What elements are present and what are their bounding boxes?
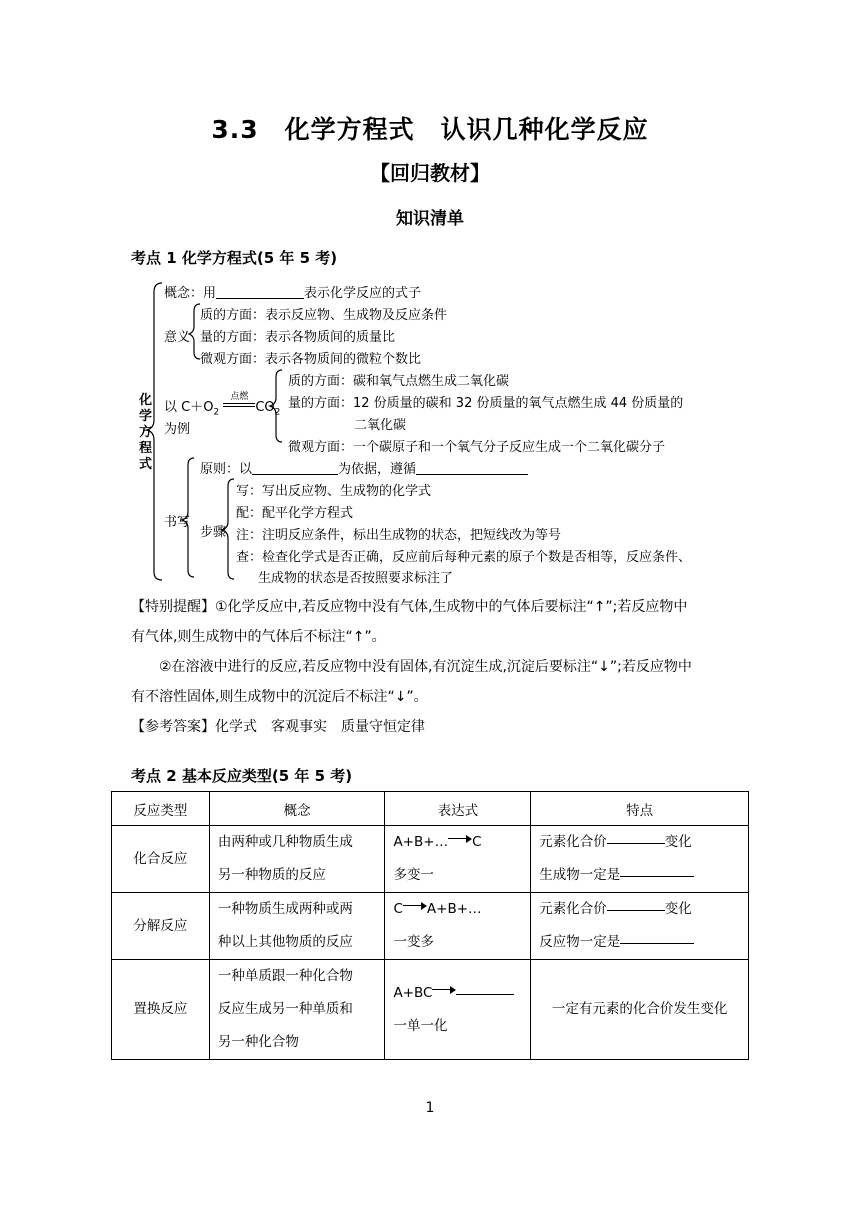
arrow-right-icon xyxy=(432,986,456,994)
step-item: 查：检查化学式是否正确，反应前后每种元素的原子个数是否相等，反应条件、 xyxy=(236,550,692,565)
expr-blank xyxy=(456,993,514,995)
concept-line: 由两种或几种物质生成 xyxy=(217,834,353,850)
page-title: 3.3 化学方程式 认识几种化学反应 xyxy=(211,115,649,144)
tip1-line-b: 有气体,则生成物中的气体后不标注“↑”。 xyxy=(131,629,386,645)
header-feature: 特点 xyxy=(531,792,749,826)
special-tip xyxy=(131,592,741,742)
meaning-brace xyxy=(189,304,200,359)
expression xyxy=(393,977,522,1010)
header-concept: 概念 xyxy=(209,792,385,826)
concept-pre: 概念：用 xyxy=(164,286,217,301)
expr-left: A+B+… xyxy=(393,834,449,850)
condition-label: 点燃 xyxy=(230,392,249,402)
table-header-row xyxy=(112,792,749,826)
equals-sign xyxy=(223,403,255,407)
tip2-line-a xyxy=(131,652,741,682)
meaning-item: 质的方面：表示反应物、生成物及反应条件 xyxy=(200,308,448,323)
cell-concept xyxy=(209,893,385,960)
subsection-heading: 知识清单 xyxy=(396,209,464,229)
concept-line: 另一种物质的反应 xyxy=(217,867,326,883)
meaning-item: 量的方面：表示各物质间的质量比 xyxy=(200,330,396,345)
meaning-label: 意义 xyxy=(164,330,191,345)
feature-post: 变化 xyxy=(664,834,692,850)
table-row xyxy=(112,826,749,893)
concept-line: 一种单质跟一种化合物 xyxy=(217,968,353,984)
feature-pre: 元素化合价 xyxy=(539,834,607,850)
cell-type: 化合反应 xyxy=(112,826,210,893)
table-row xyxy=(112,893,749,960)
header-expression: 表达式 xyxy=(385,792,531,826)
example-item: 量的方面：12 份质量的碳和 32 份质量的氧气点燃生成 44 份质量的 xyxy=(288,396,684,411)
feature-line xyxy=(539,826,740,859)
feature-line xyxy=(539,859,740,892)
feature-blank xyxy=(607,842,665,844)
writing-label: 书写 xyxy=(164,515,191,530)
feature-line xyxy=(539,893,740,926)
feature-blank xyxy=(620,942,694,944)
cell-feature: 一定有元素的化合价发生变化 xyxy=(531,960,749,1060)
reference-answer: 【参考答案】化学式 客观事实 质量守恒定律 xyxy=(131,719,425,735)
expr-left: C xyxy=(393,901,403,917)
cell-feature xyxy=(531,826,749,893)
diagram-root: 化学方程式 xyxy=(139,393,153,472)
example-product: CO xyxy=(255,400,275,415)
principle-mid: 为依据，遵循 xyxy=(338,462,417,477)
concept-post: 表示化学反应的式子 xyxy=(304,286,422,301)
principle-line xyxy=(200,458,528,477)
feature-blank xyxy=(607,909,665,911)
kp2-heading: 考点 2 基本反应类型(5 年 5 考) xyxy=(131,767,353,785)
concept-line: 反应生成另一种单质和 xyxy=(217,1001,353,1017)
example-post: 为例 xyxy=(164,422,191,437)
expr-left: A+BC xyxy=(393,984,433,1001)
cell-expression xyxy=(385,960,531,1060)
concept-line: 另一种化合物 xyxy=(217,1034,299,1050)
concept-line xyxy=(164,282,421,301)
feature-pre: 生成物一定是 xyxy=(539,867,621,883)
feature-line xyxy=(539,926,740,959)
example-item: 二氧化碳 xyxy=(354,418,407,433)
arrow-right-icon xyxy=(403,902,427,910)
reaction-types-table xyxy=(111,791,749,1060)
example-sub: 2 xyxy=(213,407,220,418)
concept-line: 一种物质生成两种或两 xyxy=(217,901,353,917)
step-item: 生成物的状态是否按照要求标注了 xyxy=(258,571,454,586)
arrow-right-icon xyxy=(448,835,472,843)
tip2-text-a: ②在溶液中进行的反应,若反应物中没有固体,有沉淀生成,沉淀后要标注“↓”;若反应物中 xyxy=(159,659,692,675)
cell-expression xyxy=(385,826,531,893)
tip1-line-a: 【特别提醒】①化学反应中,若反应物中没有气体,生成物中的气体后要标注“↑”;若反应物中 xyxy=(131,599,688,615)
concept-line: 种以上其他物质的反应 xyxy=(217,934,353,950)
expr-note: 一单一化 xyxy=(393,1017,448,1034)
feature-pre: 元素化合价 xyxy=(539,901,607,917)
cell-feature xyxy=(531,893,749,960)
meaning-item: 微观方面：表示各物质间的微粒个数比 xyxy=(200,352,422,367)
table-row xyxy=(112,960,749,1060)
cell-type: 分解反应 xyxy=(112,893,210,960)
example-pre: 以 C＋O xyxy=(164,400,214,415)
expr-right: A+B+… xyxy=(426,901,482,917)
principle-pre: 原则：以 xyxy=(200,462,253,477)
concept-blank xyxy=(216,284,304,299)
principle-blank-1 xyxy=(252,460,338,475)
example-product-sub: 2 xyxy=(274,407,281,418)
example-equation xyxy=(164,392,281,418)
page-number: 1 xyxy=(425,1100,435,1116)
example-item: 微观方面：一个碳原子和一个氧气分子反应生成一个二氧化碳分子 xyxy=(288,440,666,455)
expr-note: 一变多 xyxy=(393,934,434,950)
cell-concept xyxy=(209,960,385,1060)
tip2-line-b: 有不溶性固体,则生成物中的沉淀后不标注“↓”。 xyxy=(131,689,428,705)
cell-type: 置换反应 xyxy=(112,960,210,1060)
feature-pre: 反应物一定是 xyxy=(539,934,621,950)
reaction-condition xyxy=(223,392,255,407)
cell-expression xyxy=(385,893,531,960)
step-item: 配：配平化学方程式 xyxy=(236,506,354,521)
step-item: 注：注明反应条件，标出生成物的状态，把短线改为等号 xyxy=(236,528,562,543)
expression xyxy=(393,826,522,859)
feature-blank xyxy=(620,875,694,877)
cell-concept xyxy=(209,826,385,893)
expr-right: C xyxy=(472,834,482,850)
steps-label: 步骤 xyxy=(200,525,227,540)
principle-blank-2 xyxy=(416,460,528,475)
feature-post: 变化 xyxy=(664,901,692,917)
section-heading: 【回归教材】 xyxy=(370,161,490,185)
header-type: 反应类型 xyxy=(112,792,210,826)
example-item: 质的方面：碳和氧气点燃生成二氧化碳 xyxy=(288,374,510,389)
kp1-heading: 考点 1 化学方程式(5 年 5 考) xyxy=(131,249,338,267)
expr-note: 多变一 xyxy=(393,867,434,883)
step-item: 写：写出反应物、生成物的化学式 xyxy=(236,484,432,499)
expression xyxy=(393,893,522,926)
